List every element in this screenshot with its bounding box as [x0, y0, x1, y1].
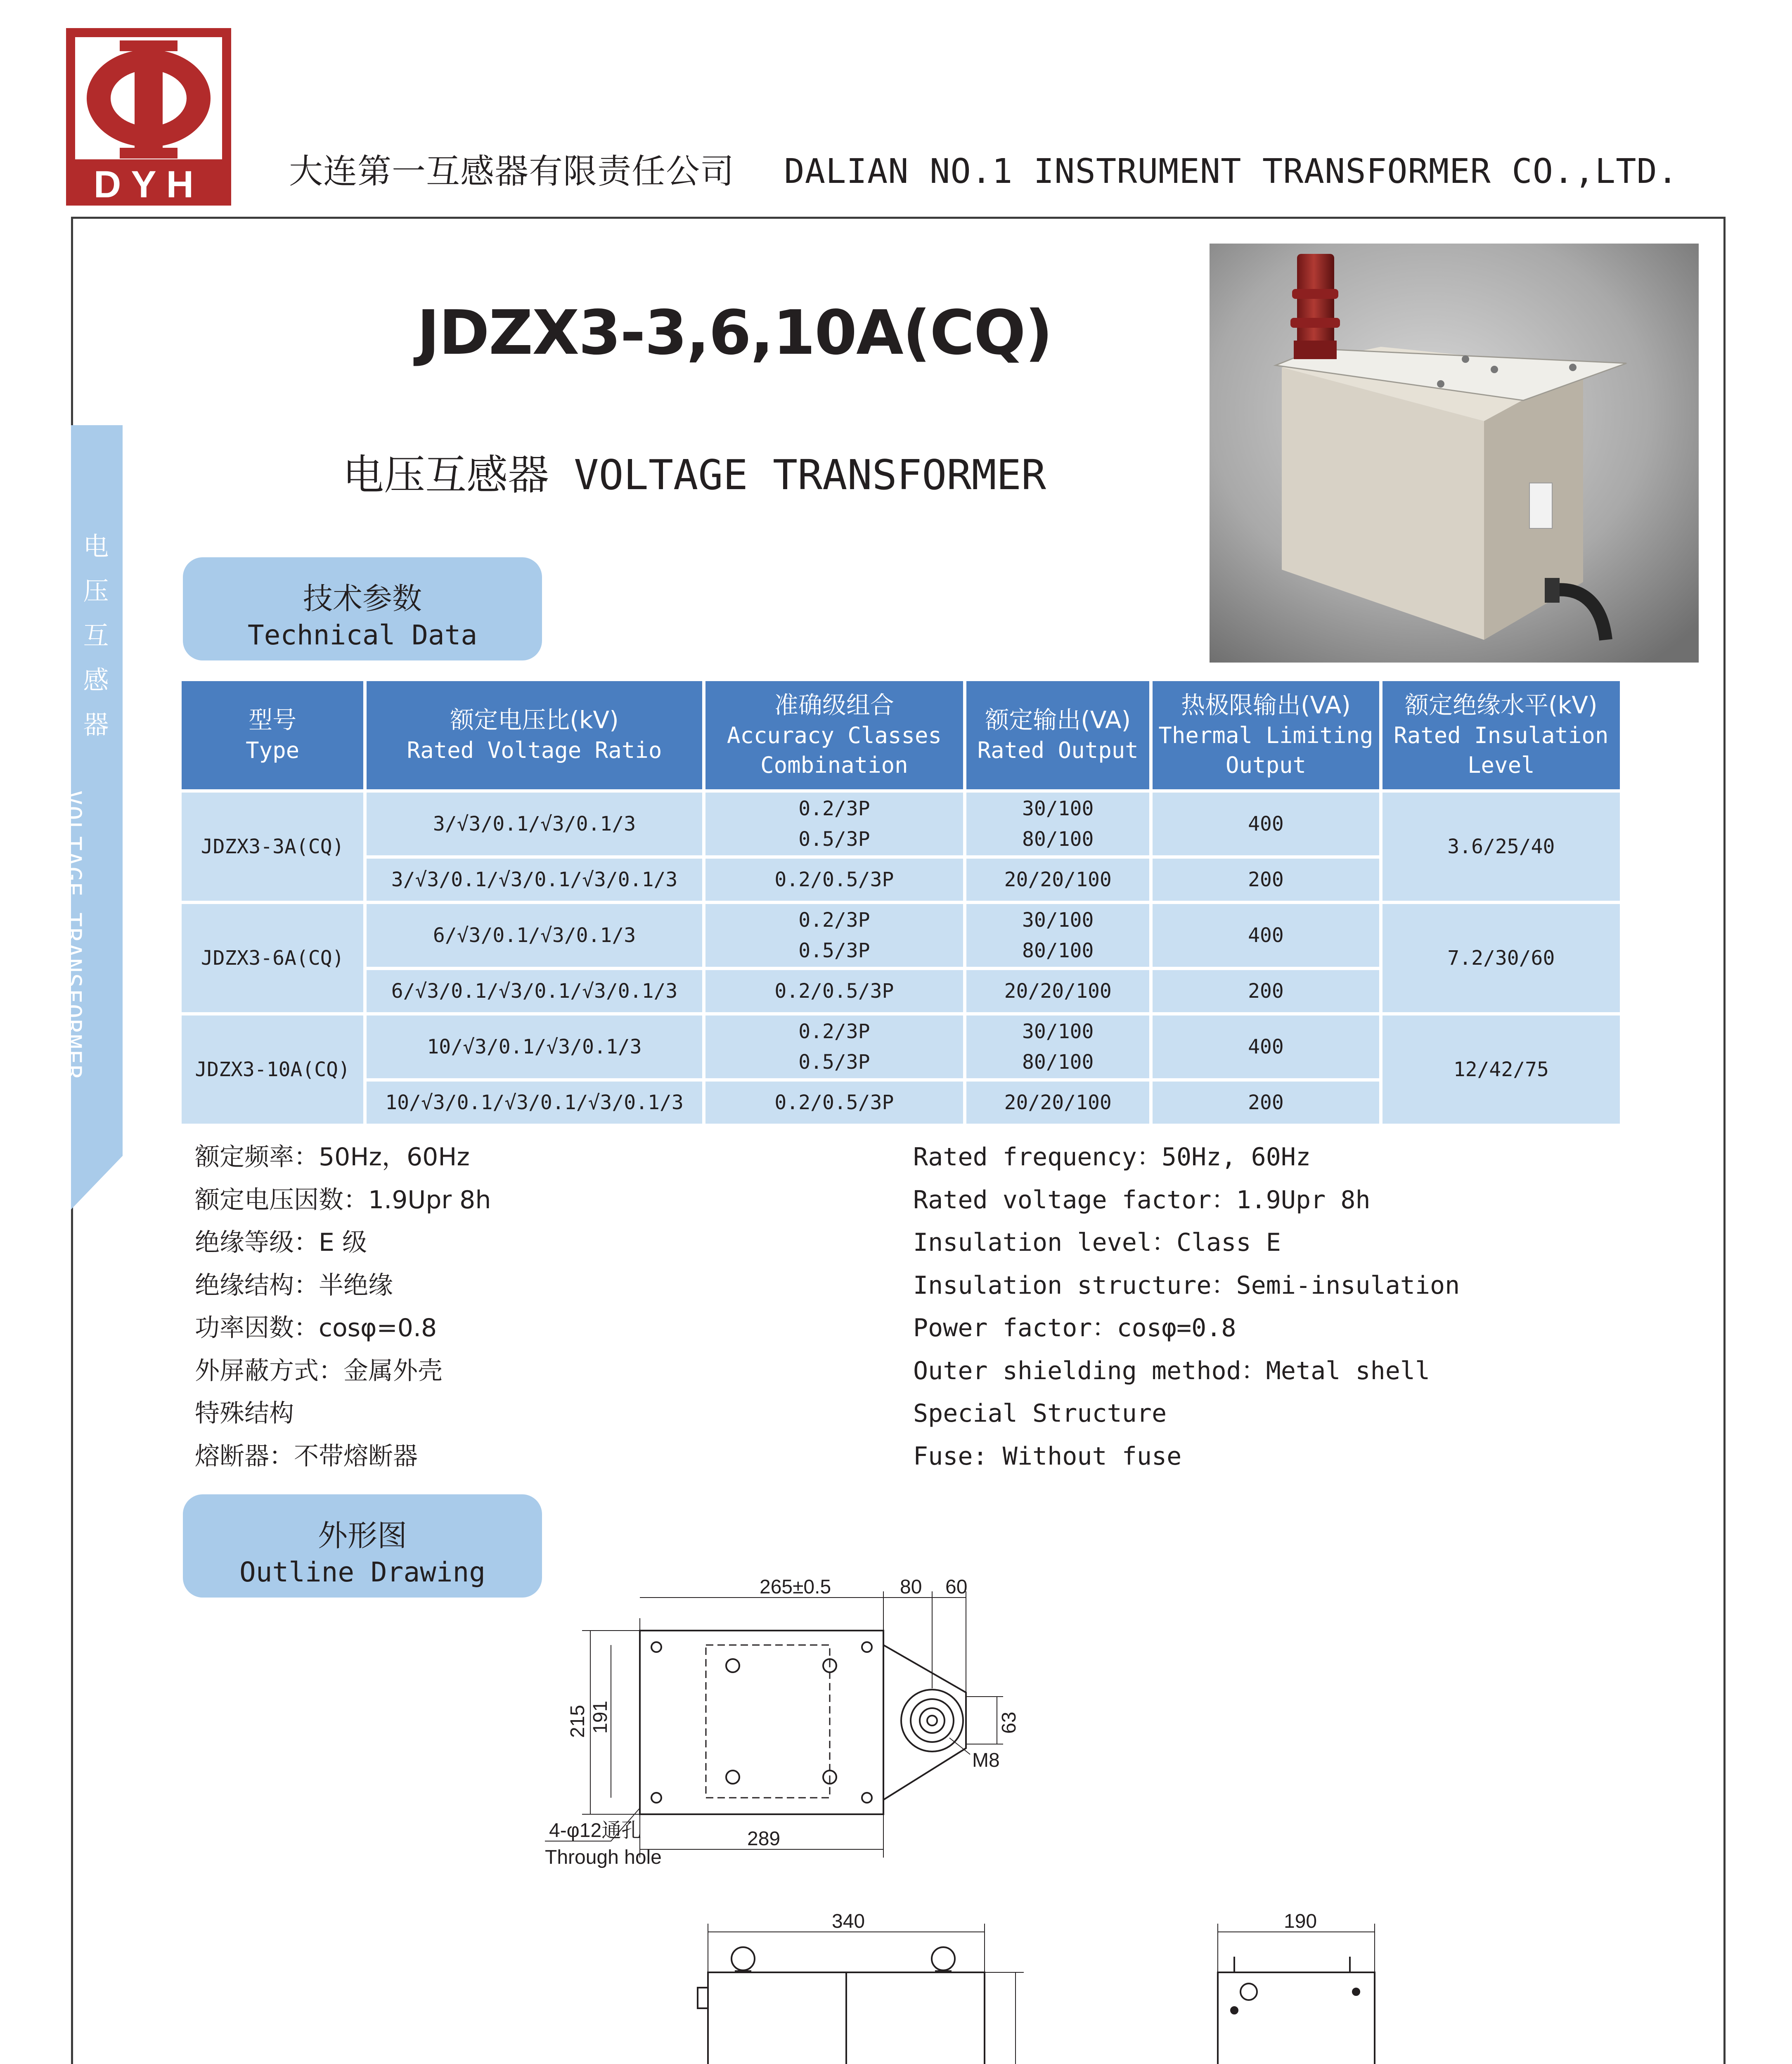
- table-row: [182, 793, 1620, 855]
- logo-text: DYH: [93, 163, 204, 206]
- spec-item: Special Structure: [913, 1399, 1167, 1428]
- dim-label: 215: [567, 1704, 589, 1738]
- company-name-cn: 大连第一互感器有限责任公司: [289, 152, 735, 191]
- spec-item: 功率因数：cosφ=0.8: [195, 1314, 437, 1342]
- product-photo: [1210, 244, 1699, 663]
- cell-accuracy: 0.2/0.5/3P: [705, 859, 963, 901]
- cell-thermal: 400: [1153, 1015, 1379, 1078]
- cell-output: 20/20/100: [966, 1082, 1149, 1124]
- technical-data-cn: 技术参数: [303, 581, 422, 616]
- company-name: [289, 144, 1678, 193]
- spec-item: Insulation structure：Semi-insulation: [913, 1271, 1460, 1300]
- technical-data-label: [183, 557, 542, 660]
- cell-thermal: 400: [1153, 904, 1379, 967]
- spec-item: 外屏蔽方式：金属外壳: [195, 1356, 443, 1385]
- spec-item: 绝缘等级：E 级: [195, 1228, 367, 1257]
- dim-label: 4-φ12通孔: [549, 1820, 642, 1842]
- header-insulation: 额定绝缘水平(kV) Rated Insulation Level: [1382, 681, 1620, 789]
- cell-ratio: 10/√3/0.1/√3/0.1/3: [367, 1015, 702, 1078]
- cell-ratio: 10/√3/0.1/√3/0.1/√3/0.1/3: [367, 1082, 702, 1124]
- side-view: [1197, 1924, 1383, 2064]
- model-title: JDZX3-3,6,10A(CQ): [417, 297, 1052, 368]
- cell-output: 20/20/100: [966, 859, 1149, 901]
- cell-output: 20/20/100: [966, 970, 1149, 1012]
- dim-label: 63: [998, 1711, 1020, 1734]
- header-output: 额定输出(VA) Rated Output: [966, 681, 1149, 789]
- cell-accuracy: 0.2/3P 0.5/3P: [705, 1015, 963, 1078]
- dim-label: 80: [900, 1576, 922, 1598]
- cell-insulation: 7.2/30/60: [1382, 904, 1620, 1012]
- side-tab-cn: 电压互感器: [83, 531, 109, 740]
- cell-ratio: 6/√3/0.1/√3/0.1/3: [367, 904, 702, 967]
- top-view: [545, 1591, 1003, 1858]
- spec-item: Rated voltage factor：1.9Upr 8h: [913, 1185, 1371, 1214]
- cell-type: JDZX3-3A(CQ): [182, 793, 363, 901]
- subtitle-en: VOLTAGE TRANSFORMER: [574, 451, 1046, 499]
- dim-label: M8: [972, 1749, 1000, 1771]
- dim-label: 289: [747, 1828, 781, 1850]
- dim-label: 265±0.5: [760, 1576, 831, 1598]
- cell-insulation: 12/42/75: [1382, 1015, 1620, 1124]
- cell-thermal: 200: [1153, 1082, 1379, 1124]
- header-type: 型号 Type: [182, 681, 363, 789]
- spec-item: Insulation level：Class E: [913, 1228, 1281, 1257]
- spec-item: 额定电压因数：1.9Upr 8h: [195, 1185, 491, 1214]
- cell-output: 30/100 80/100: [966, 793, 1149, 855]
- spec-item: Outer shielding method：Metal shell: [913, 1356, 1430, 1385]
- table-row: [182, 1015, 1620, 1078]
- spec-item: 绝缘结构：半绝缘: [195, 1271, 393, 1300]
- cell-ratio: 3/√3/0.1/√3/0.1/3: [367, 793, 702, 855]
- dim-label: Through hole: [545, 1846, 662, 1868]
- dim-label: 340: [832, 1910, 865, 1932]
- cell-thermal: 400: [1153, 793, 1379, 855]
- cell-thermal: 200: [1153, 859, 1379, 901]
- spec-item: Rated frequency：50Hz, 60Hz: [913, 1143, 1311, 1172]
- company-logo: [66, 28, 231, 206]
- cell-type: JDZX3-6A(CQ): [182, 904, 363, 1012]
- table-row: [182, 904, 1620, 967]
- specs-en-list: [913, 1136, 1460, 1478]
- cell-ratio: 6/√3/0.1/√3/0.1/√3/0.1/3: [367, 970, 702, 1012]
- cell-thermal: 200: [1153, 970, 1379, 1012]
- cell-accuracy: 0.2/3P 0.5/3P: [705, 904, 963, 967]
- spec-item: Fuse: Without fuse: [913, 1441, 1182, 1471]
- outline-drawing-cn: 外形图: [317, 1518, 407, 1553]
- spec-item: Power factor：cosφ=0.8: [913, 1314, 1236, 1342]
- header-ratio: 额定电压比(kV) Rated Voltage Ratio: [367, 681, 702, 789]
- cell-insulation: 3.6/25/40: [1382, 793, 1620, 901]
- outline-drawing-en: Outline Drawing: [239, 1556, 486, 1588]
- spec-item: 熔断器：不带熔断器: [195, 1441, 418, 1471]
- technical-data-table: [178, 678, 1623, 1127]
- outline-drawing: [475, 1560, 1412, 2064]
- dim-label: 191: [589, 1700, 611, 1734]
- cell-accuracy: 0.2/3P 0.5/3P: [705, 793, 963, 855]
- dim-label: 190: [1284, 1910, 1317, 1932]
- header-thermal: 热极限输出(VA) Thermal Limiting Output: [1153, 681, 1379, 789]
- cell-accuracy: 0.2/0.5/3P: [705, 970, 963, 1012]
- product-subtitle: [343, 442, 1046, 501]
- dim-label: 60: [945, 1576, 968, 1598]
- technical-data-en: Technical Data: [247, 619, 478, 651]
- subtitle-cn: 电压互感器: [343, 451, 549, 499]
- company-name-en: DALIAN NO.1 INSTRUMENT TRANSFORMER CO.,LTD.: [784, 152, 1678, 191]
- table-header-row: [182, 681, 1620, 789]
- side-tab-en: VOLTAGE TRANSFORMER: [59, 791, 87, 1080]
- spec-item: 特殊结构: [195, 1399, 294, 1428]
- front-view: [632, 1924, 1024, 2064]
- specs-cn-list: [195, 1136, 491, 1478]
- cell-output: 30/100 80/100: [966, 904, 1149, 967]
- cell-accuracy: 0.2/0.5/3P: [705, 1082, 963, 1124]
- header-accuracy: 准确级组合 Accuracy Classes Combination: [705, 681, 963, 789]
- cell-output: 30/100 80/100: [966, 1015, 1149, 1078]
- spec-item: 额定频率：50Hz，60Hz: [195, 1143, 470, 1172]
- cell-ratio: 3/√3/0.1/√3/0.1/√3/0.1/3: [367, 859, 702, 901]
- cell-type: JDZX3-10A(CQ): [182, 1015, 363, 1124]
